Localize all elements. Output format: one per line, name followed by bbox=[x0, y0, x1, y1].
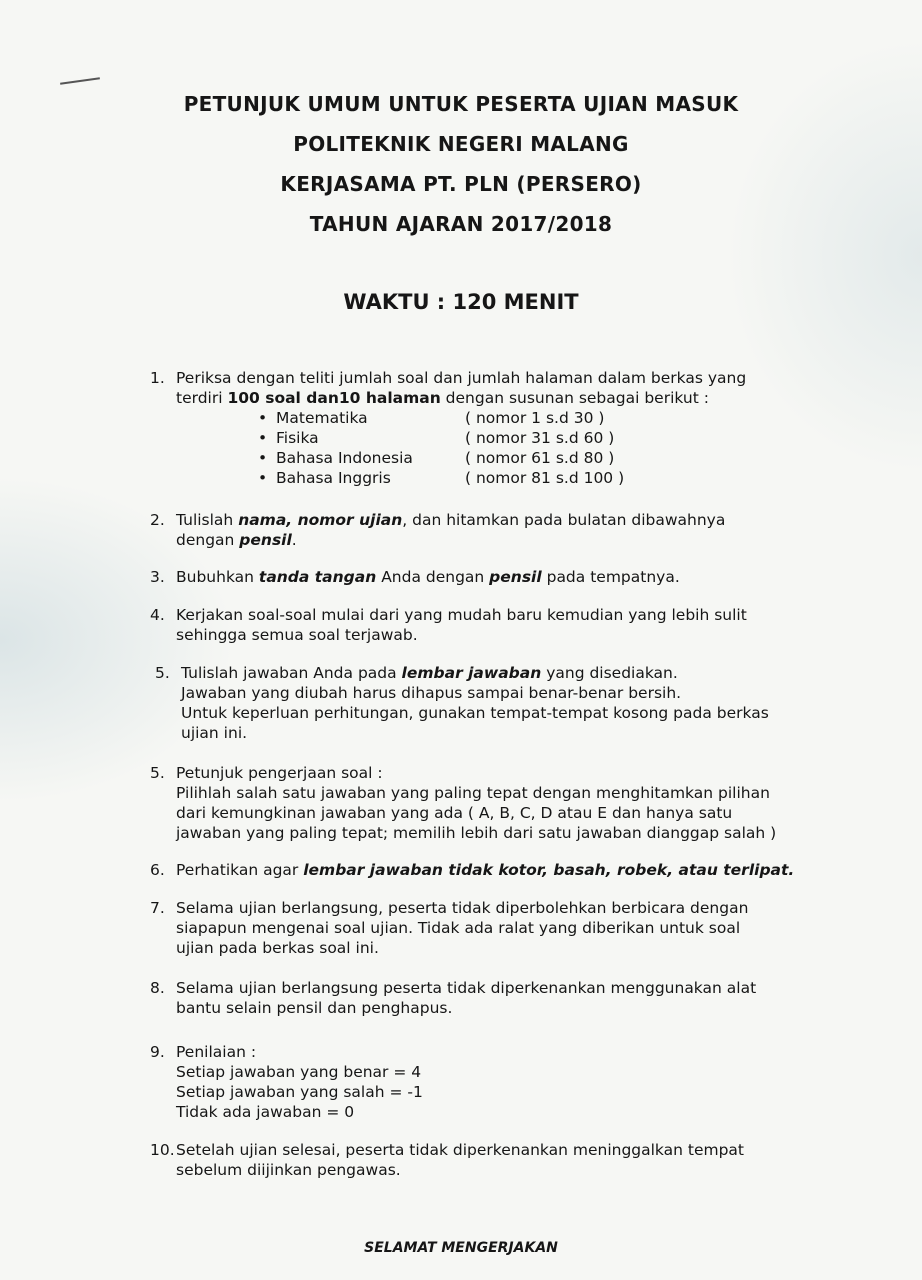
item-text-line: Setelah ujian selesai, peserta tidak diperkenankan meninggalkan tempat bbox=[176, 1141, 745, 1159]
item-text-line: sehingga semua soal terjawab. bbox=[176, 626, 418, 644]
item-text-line: Kerjakan soal-soal mulai dari yang mudah baru kemudian yang lebih sulit bbox=[176, 606, 747, 624]
item-number: 10. bbox=[150, 1141, 175, 1159]
scoring-line: Tidak ada jawaban = 0 bbox=[176, 1103, 355, 1121]
pen-mark bbox=[60, 77, 100, 85]
header-line-2: POLITEKNIK NEGERI MALANG bbox=[293, 132, 629, 156]
item-text-line: Selama ujian berlangsung peserta tidak diperkenankan menggunakan alat bbox=[176, 979, 757, 997]
item-text-line: siapapun mengenai soal ujian. Tidak ada ralat yang diberikan untuk soal bbox=[176, 919, 741, 937]
item-text-line: Penilaian : bbox=[176, 1043, 257, 1061]
item-number: 9. bbox=[150, 1043, 165, 1061]
item-text-line: Periksa dengan teliti jumlah soal dan jumlah halaman dalam berkas yang bbox=[176, 369, 747, 387]
exam-instruction-page: PETUNJUK UMUM UNTUK PESERTA UJIAN MASUK POLITEKNIK NEGERI MALANG KERJASAMA PT. PLN (PERSERO) TAHUN AJARAN 2017/2018 WAKTU : 120 MENIT 1. Periksa dengan teliti jumlah soal dan jumlah halaman dalam berkas yang terdiri 100 soal dan10 halaman dengan susunan sebagai berikut : • Matematika ( nomor 1 s.d 30 ) • Fisika ( nomor 31 s.d 60 ) • Bahasa Indonesia ( nomor 61 s.d 80 ) • Bahasa Inggris ( nomor 81 s.d 100 ) 2. Tulislah nama, nomor ujian, dan hitamkan pada bulatan dibawahnya dengan pensil. 3. Bubuhkan tanda tangan Anda dengan pensil pada tempatnya. 4. Kerjakan soal-soal mulai dari yang mudah baru kemudian yang lebih sulit sehingga semua soal terjawab. 5. Tulislah jawaban Anda pada lembar jawaban yang disediakan. Jawaban yang diubah harus dihapus sampai benar-benar bersih. Untuk keperluan perhitungan, gunakan tempat-tempat kosong pada berkas ujian ini. 5. Petunjuk pengerjaan soal : Pilihlah salah satu jawaban yang paling tepat dengan menghitamkan pilihan dari kemungkinan jawaban yang ada ( A, B, C, D atau E dan hanya satu jawaban yang paling tepat; memilih lebih dari satu jawaban dianggap salah ) 6. Perhatikan agar lembar jawaban tidak kotor, basah, robek, atau terlipat. 7. Selama ujian berlangsung, peserta tidak diperbolehkan berbicara dengan siapapun mengenai soal ujian. Tidak ada ralat yang diberikan untuk soal ujian pada berkas soal ini. 8. Selama ujian berlangsung peserta tidak diperkenankan menggunakan alat bantu selain pensil dan penghapus. 9. Penilaian : Setiap jawaban yang benar = 4 Setiap jawaban yang salah = -1 Tidak ada jawaban = 0 10. Setelah ujian selesai, peserta tidak diperkenankan meninggalkan tempat sebelum diijinkan pengawas. SELAMAT MENGERJAKAN bbox=[0, 0, 922, 1280]
item-text-line: dari kemungkinan jawaban yang ada ( A, B, C, D atau E dan hanya satu bbox=[176, 804, 733, 822]
item-text-line: Untuk keperluan perhitungan, gunakan tempat-tempat kosong pada berkas bbox=[181, 704, 769, 722]
item-text-line: Perhatikan agar lembar jawaban tidak kotor, basah, robek, atau terlipat. bbox=[176, 861, 795, 879]
header-line-1: PETUNJUK UMUM UNTUK PESERTA UJIAN MASUK bbox=[183, 92, 739, 116]
item-text-line: Petunjuk pengerjaan soal : bbox=[176, 764, 383, 782]
item-number: 4. bbox=[150, 606, 165, 624]
time-limit: WAKTU : 120 MENIT bbox=[343, 290, 579, 314]
item-text-line: Jawaban yang diubah harus dihapus sampai benar-benar bersih. bbox=[181, 684, 682, 702]
item-number: 6. bbox=[150, 861, 165, 879]
item-text-line: Tulislah nama, nomor ujian, dan hitamkan pada bulatan dibawahnya bbox=[176, 511, 726, 529]
header-line-3: KERJASAMA PT. PLN (PERSERO) bbox=[280, 172, 642, 196]
item-text-line: sebelum diijinkan pengawas. bbox=[176, 1161, 401, 1179]
item-number: 7. bbox=[150, 899, 165, 917]
item-number: 1. bbox=[150, 369, 165, 387]
item-text-line: Bubuhkan tanda tangan Anda dengan pensil pada tempatnya. bbox=[176, 568, 680, 586]
item-number: 3. bbox=[150, 568, 165, 586]
item-text-line: jawaban yang paling tepat; memilih lebih dari satu jawaban dianggap salah ) bbox=[176, 824, 777, 842]
item-number: 5. bbox=[150, 764, 165, 782]
item-text-line: bantu selain pensil dan penghapus. bbox=[176, 999, 453, 1017]
item-text-line: Selama ujian berlangsung, peserta tidak diperbolehkan berbicara dengan bbox=[176, 899, 749, 917]
closing-message: SELAMAT MENGERJAKAN bbox=[364, 1240, 558, 1256]
item-text-line: Tulislah jawaban Anda pada lembar jawaban yang disediakan. bbox=[181, 664, 678, 682]
item-text-line: ujian ini. bbox=[181, 724, 248, 742]
item-number: 8. bbox=[150, 979, 165, 997]
item-number: 2. bbox=[150, 511, 165, 529]
item-text-line: dengan pensil. bbox=[176, 531, 297, 549]
scoring-line: Setiap jawaban yang salah = -1 bbox=[176, 1083, 423, 1101]
item-number: 5. bbox=[155, 664, 170, 682]
item-text-line: terdiri 100 soal dan10 halaman dengan susunan sebagai berikut : bbox=[176, 389, 709, 407]
item-text-line: ujian pada berkas soal ini. bbox=[176, 939, 379, 957]
scoring-line: Setiap jawaban yang benar = 4 bbox=[176, 1063, 422, 1081]
item-text-line: Pilihlah salah satu jawaban yang paling tepat dengan menghitamkan pilihan bbox=[176, 784, 770, 802]
header-line-4: TAHUN AJARAN 2017/2018 bbox=[309, 212, 613, 236]
